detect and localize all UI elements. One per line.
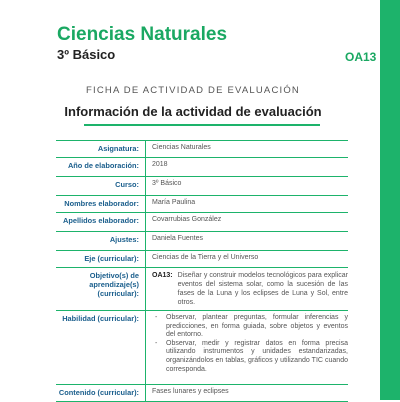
field-label: Asignatura: bbox=[56, 141, 146, 158]
field-label: Objetivo(s) de aprendizaje(s) (curricular): bbox=[56, 268, 146, 311]
objective-code: OA13: bbox=[152, 272, 173, 279]
table-row bbox=[56, 268, 348, 311]
evaluation-info-table bbox=[56, 140, 348, 402]
table-row bbox=[56, 213, 348, 232]
table-row bbox=[56, 385, 348, 402]
field-value: 3º Básico bbox=[146, 177, 349, 196]
field-value: Ciencias de la Tierra y el Universo bbox=[146, 251, 349, 268]
field-label: Eje (curricular): bbox=[56, 251, 146, 268]
list-item: - Observar, medir y registrar datos en forma precisa utilizando instrumentos y unidades estandarizadas, organizándolos en tablas, gráficos y utilizando TIC cuando corresponda. bbox=[166, 340, 348, 374]
field-label: Nombres elaborador: bbox=[56, 196, 146, 213]
field-value: Ciencias Naturales bbox=[146, 141, 349, 158]
table-row bbox=[56, 251, 348, 268]
table-row bbox=[56, 196, 348, 213]
field-value: Fases lunares y eclipses bbox=[146, 385, 349, 402]
skills-cell bbox=[146, 311, 349, 385]
objective-cell bbox=[146, 268, 349, 311]
objective-text: Diseñar y construir modelos tecnológicos para explicar eventos del sistema solar, como la sucesión de las fases de la Luna y los eclipses de Luna y Sol, entre otros. bbox=[177, 272, 348, 306]
oa-code: OA13 bbox=[345, 50, 377, 64]
title-underline bbox=[84, 124, 320, 126]
field-value: 2018 bbox=[146, 158, 349, 177]
table-row bbox=[56, 311, 348, 385]
field-value: María Paulina bbox=[146, 196, 349, 213]
subject-title: Ciencias Naturales bbox=[57, 24, 228, 45]
ficha-heading: FICHA DE ACTIVIDAD DE EVALUACIÓN bbox=[85, 85, 300, 96]
field-label: Curso: bbox=[56, 177, 146, 196]
field-value: Daniela Fuentes bbox=[146, 232, 349, 251]
table-row bbox=[56, 158, 348, 177]
field-label: Apellidos elaborador: bbox=[56, 213, 146, 232]
list-item: - Observar, plantear preguntas, formular inferencias y predicciones, en forma guiada, sobre objetos y eventos del entorno. bbox=[166, 314, 348, 340]
table-row bbox=[56, 141, 348, 158]
side-accent-bar bbox=[380, 0, 400, 400]
field-label: Año de elaboración: bbox=[56, 158, 146, 177]
field-value: Covarrubias González bbox=[146, 213, 349, 232]
field-label: Habilidad (curricular): bbox=[56, 311, 146, 385]
info-title: Información de la actividad de evaluación bbox=[64, 104, 322, 119]
field-label: Ajustes: bbox=[56, 232, 146, 251]
grade-label: 3º Básico bbox=[57, 47, 116, 62]
field-label: Contenido (curricular): bbox=[56, 385, 146, 402]
table-row bbox=[56, 177, 348, 196]
skills-list bbox=[152, 314, 348, 374]
table-row bbox=[56, 232, 348, 251]
